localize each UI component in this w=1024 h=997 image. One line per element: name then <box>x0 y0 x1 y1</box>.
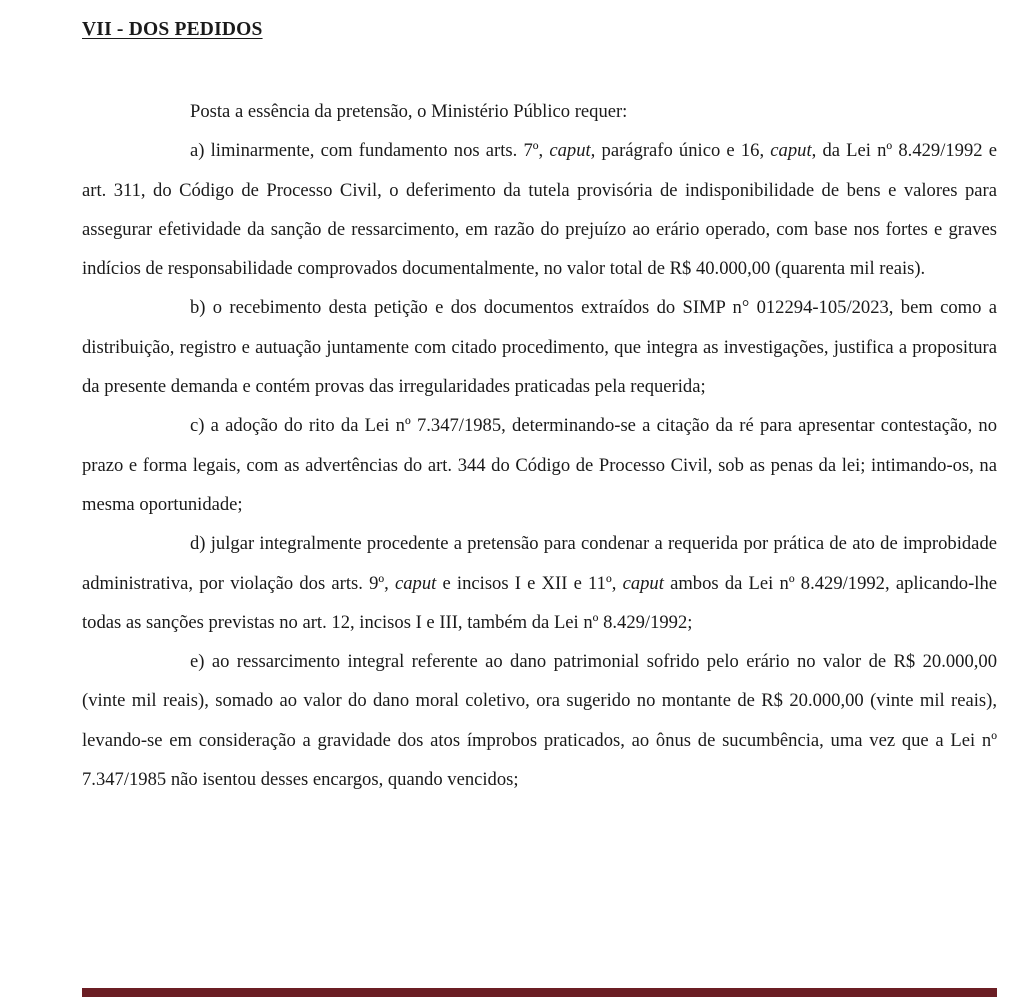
text-run: e) ao ressarcimento integral referente ao dano patrimonial sofrido pelo erário no valor de R$ 20.000,00 (vinte mil reais), somado ao valor do dano moral coletivo, ora sugerido no montante de R$ 20.000,00 (vinte mil reais), levando-se em consideração a gravidade dos atos ímprobos praticados, ao ônus de sucumbência, uma vez que a Lei nº 7.347/1985 não isentou desses encargos, quando vencidos; <box>82 651 997 791</box>
italic-term: caput, <box>549 140 596 162</box>
text-run: , da Lei nº 8.429/1992 e art. 311, do Código de Processo Civil, o deferimento da tutela provisória de indisponibilidade de bens e valores para assegurar efetividade da sanção de ressarcimento, em razão do prejuízo ao erário operado, com base nos fortes e graves indícios de responsabilidade comprovados documentalmente, no valor total de R$ 40.000,00 (quarenta mil reais). <box>82 140 998 280</box>
italic-term: caput <box>622 572 664 594</box>
italic-term: caput <box>394 572 437 594</box>
section-heading: VII - DOS PEDIDOS <box>82 19 263 40</box>
footer-rule <box>82 988 997 997</box>
paragraph-a <box>82 131 997 288</box>
text-run: c) a adoção do rito da Lei nº 7.347/1985, determinando-se a citação da ré para apresentar contestação, no prazo e forma legais, com as advertências do art. 344 do Código de Processo Civil, sob as penas da lei; intimando-os, na mesma oportunidade; <box>82 415 997 515</box>
text-run: a) liminarmente, com fundamento nos arts. 7º, <box>190 140 550 162</box>
paragraph-c <box>82 406 997 524</box>
italic-term: caput <box>770 140 812 162</box>
paragraph-e <box>82 642 997 799</box>
text-run: b) o recebimento desta petição e dos documentos extraídos do SIMP n° 012294-105/2023, bem como a distribuição, registro e autuação juntamente com citado procedimento, que integra as investigações, justifica a propositura da presente demanda e contém provas das irregularidades praticadas pela requerida; <box>82 297 997 398</box>
paragraph-d <box>82 524 997 642</box>
paragraph-b <box>82 288 997 406</box>
document-body <box>82 92 997 799</box>
text-run: Posta a essência da pretensão, o Ministério Público requer: <box>190 101 628 122</box>
text-run: parágrafo único e 16, <box>595 140 771 162</box>
text-run: d) julgar integralmente procedente a pretensão para condenar a requerida por prática de ato de improbidade administrativa, por violação dos arts. 9º, <box>82 533 997 594</box>
paragraph-intro <box>82 92 997 131</box>
text-run: ambos da Lei nº 8.429/1992, aplicando-lhe todas as sanções previstas no art. 12, incisos I e III, também da Lei nº 8.429/1992; <box>82 572 998 633</box>
text-run: e incisos I e XII e 11º, <box>436 572 623 594</box>
